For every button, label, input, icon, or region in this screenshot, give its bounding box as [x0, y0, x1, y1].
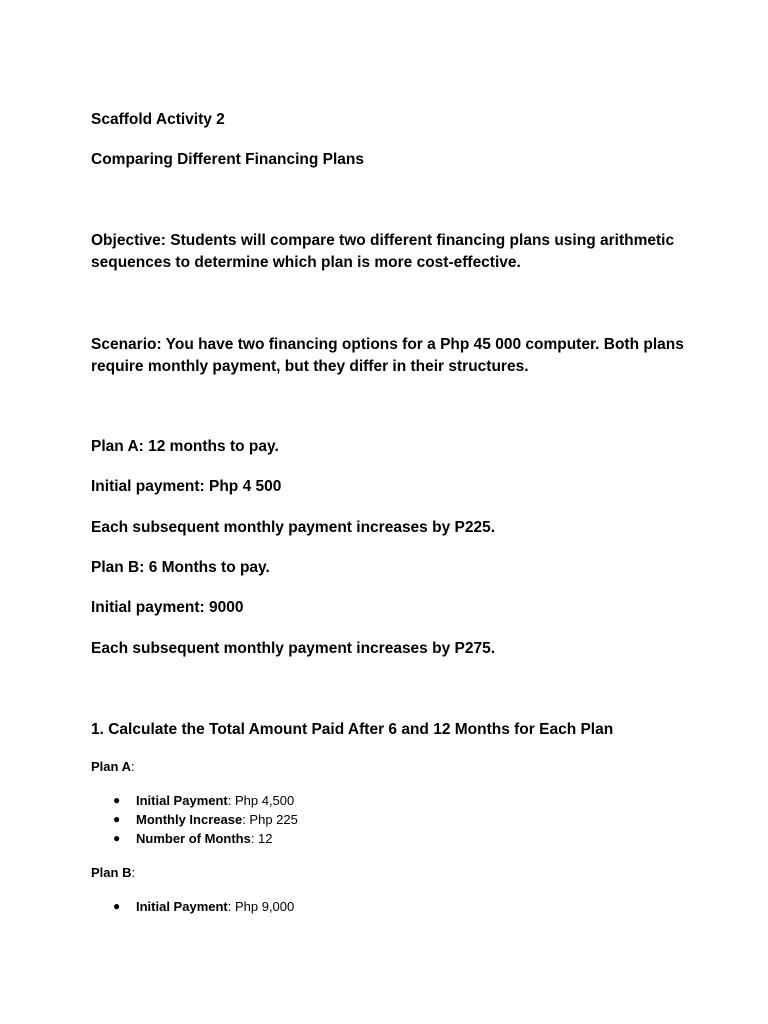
item-key: Initial Payment	[136, 793, 228, 808]
list-item	[91, 829, 298, 848]
plan-a-label-text: Plan A	[91, 759, 131, 774]
question-1-heading: 1. Calculate the Total Amount Paid After 6 and 12 Months for Each Plan	[91, 721, 614, 738]
plan-a-label-colon: :	[130, 759, 135, 774]
item-value: : 12	[250, 831, 273, 846]
item-value: : Php 9,000	[227, 899, 295, 914]
item-key: Initial Payment	[136, 899, 228, 914]
plan-a-increase: Each subsequent monthly payment increases by P225.	[91, 519, 496, 536]
objective-paragraph: Objective: Students will compare two different financing plans using arithmetic sequences to determine which plan is more cost-effective.	[91, 232, 675, 271]
plan-b-details-list	[91, 897, 294, 916]
bullet-icon: ●	[113, 899, 121, 913]
item-key: Number of Months	[136, 831, 251, 846]
plan-b-label-colon: :	[131, 865, 136, 880]
activity-subtitle: Comparing Different Financing Plans	[91, 151, 364, 168]
plan-b-initial-payment: Initial payment: 9000	[91, 599, 244, 616]
item-value: : Php 4,500	[227, 793, 295, 808]
plan-a-details-list	[91, 791, 298, 848]
bullet-icon: ●	[113, 831, 121, 845]
scenario-paragraph: Scenario: You have two financing options for a Php 45 000 computer. Both plans require monthly payment, but they differ in their structures.	[91, 336, 684, 375]
bullet-icon: ●	[113, 812, 121, 826]
item-value: : Php 225	[242, 812, 298, 827]
list-item	[91, 897, 294, 916]
plan-b-increase: Each subsequent monthly payment increases by P275.	[91, 640, 496, 657]
bullet-icon: ●	[113, 793, 121, 807]
plan-a-details-label	[91, 757, 135, 776]
list-item	[91, 810, 298, 829]
plan-b-heading: Plan B: 6 Months to pay.	[91, 559, 270, 576]
activity-title: Scaffold Activity 2	[91, 111, 225, 128]
plan-b-details-label	[91, 863, 135, 882]
plan-b-label-text: Plan B	[91, 865, 132, 880]
plan-a-heading: Plan A: 12 months to pay.	[91, 438, 279, 455]
item-key: Monthly Increase	[136, 812, 243, 827]
plan-a-initial-payment: Initial payment: Php 4 500	[91, 478, 282, 495]
list-item	[91, 791, 298, 810]
